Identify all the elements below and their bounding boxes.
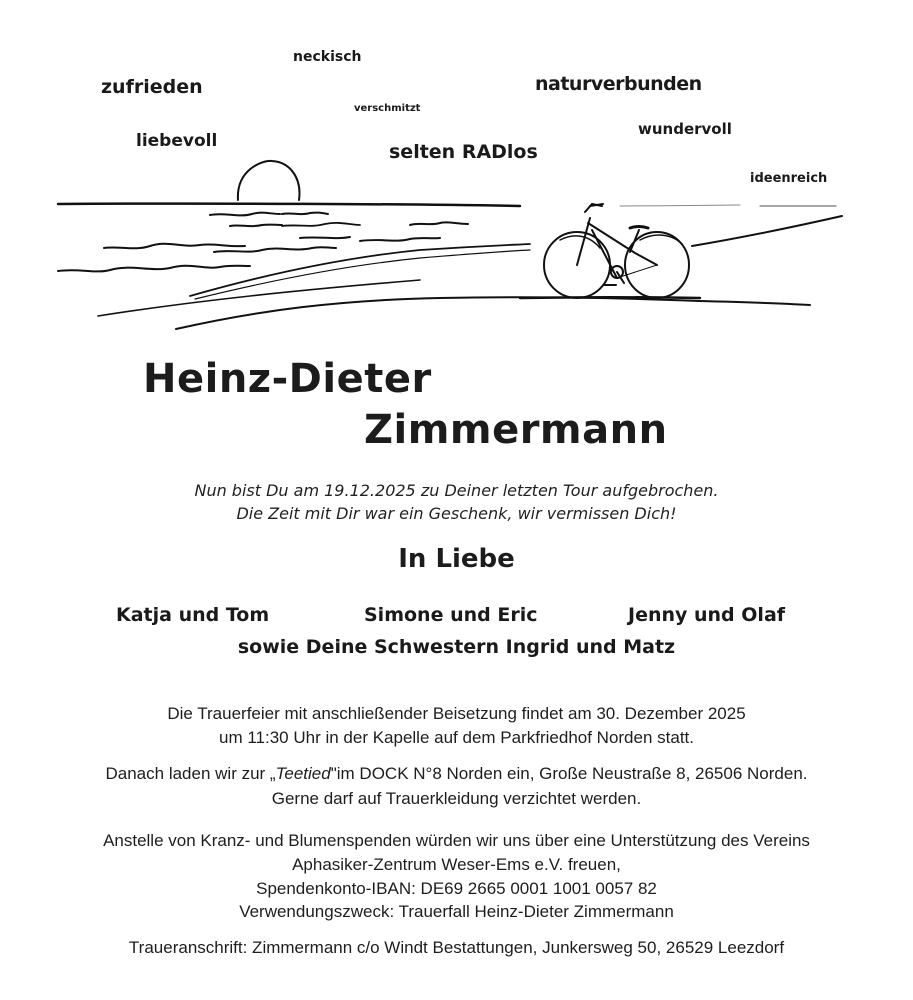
quote-line-2: Die Zeit mit Dir war ein Geschenk, wir vermissen Dich! <box>236 504 677 523</box>
donation-line-2: Aphasiker-Zentrum Weser-Ems e.V. freuen, <box>292 855 621 874</box>
in-love-heading: In Liebe <box>398 544 515 574</box>
word-neckisch: neckisch <box>293 49 362 65</box>
reception-event: Teetied <box>275 764 331 783</box>
mourner-siblings: sowie Deine Schwestern Ingrid und Matz <box>237 636 676 658</box>
word-wundervoll: wundervoll <box>638 120 732 138</box>
bicycle-icon <box>544 204 689 298</box>
beach-bicycle-illustration <box>0 0 913 340</box>
mourner-couple-1: Katja und Tom <box>116 604 270 626</box>
mourner-couple-3: Jenny und Olaf <box>628 604 786 626</box>
donation-line-1: Anstelle von Kranz- und Blumenspenden würden wir uns über eine Unterstützung des Vereins <box>103 831 810 850</box>
mourning-address: Traueranschrift: Zimmermann c/o Windt Bestattungen, Junkersweg 50, 26529 Leezdorf <box>128 938 785 957</box>
quote-line-1: Nun bist Du am 19.12.2025 zu Deiner letzten Tour aufgebrochen. <box>194 481 719 500</box>
word-naturverbunden: naturverbunden <box>535 73 702 95</box>
reception-line-2: Gerne darf auf Trauerkleidung verzichtet werden. <box>271 789 642 808</box>
reception-line-1 <box>0 762 913 786</box>
ceremony-line-1: Die Trauerfeier mit anschließender Beisetzung findet am 30. Dezember 2025 <box>167 704 746 723</box>
deceased-first-name: Heinz-Dieter <box>143 356 432 402</box>
sun-icon <box>238 161 300 200</box>
reception-suffix: "im DOCK N°8 Norden ein, Große Neustraße 8, 26506 Norden. <box>330 764 808 783</box>
word-selten-radlos: selten RADlos <box>389 141 538 163</box>
mourner-couple-2: Simone und Eric <box>364 604 538 626</box>
word-liebevoll: liebevoll <box>136 131 218 151</box>
donation-purpose: Verwendungszweck: Trauerfall Heinz-Dieter Zimmermann <box>239 902 674 921</box>
reception-prefix: Danach laden wir zur „ <box>105 764 276 783</box>
ceremony-line-2: um 11:30 Uhr in der Kapelle auf dem Parkfriedhof Norden statt. <box>219 728 694 747</box>
word-zufrieden: zufrieden <box>101 76 203 98</box>
word-ideenreich: ideenreich <box>750 171 828 186</box>
word-verschmitzt: verschmitzt <box>354 103 421 114</box>
deceased-last-name: Zimmermann <box>364 407 668 453</box>
donation-iban: Spendenkonto-IBAN: DE69 2665 0001 1001 0057 82 <box>256 879 657 898</box>
